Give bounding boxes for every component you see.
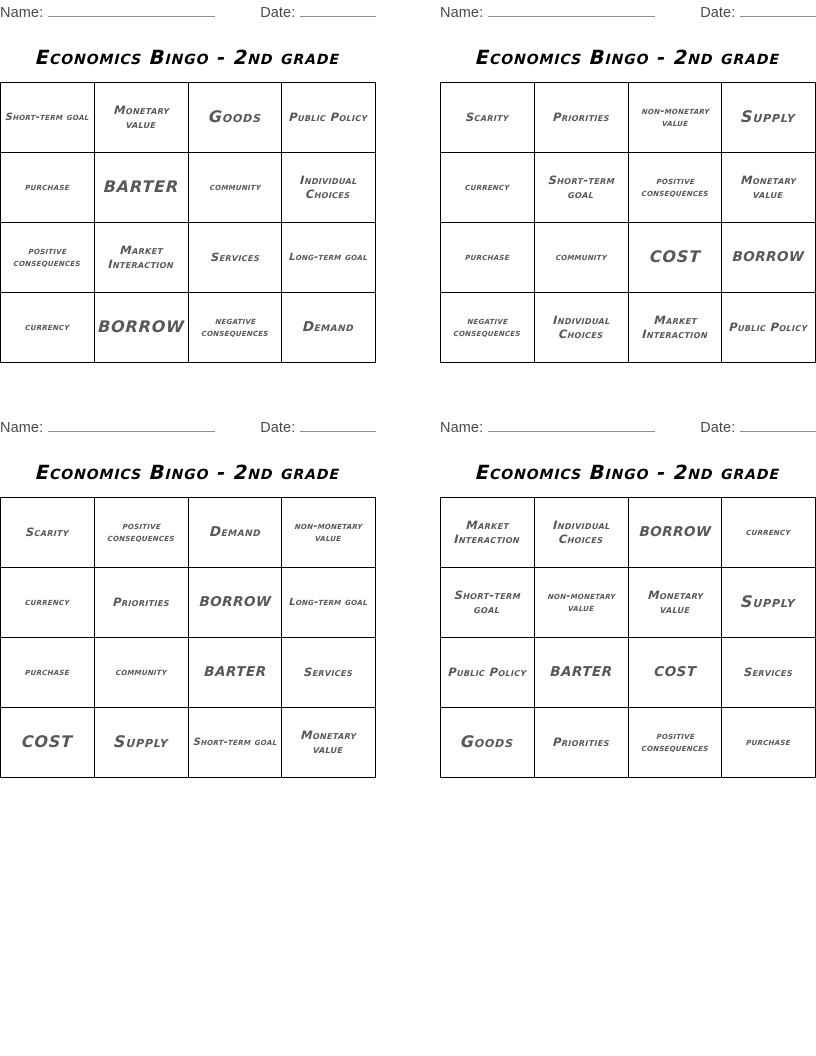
- bingo-cell-label: Market Interaction: [107, 242, 175, 271]
- bingo-cell-label: currency: [24, 596, 70, 608]
- bingo-cell[interactable]: [94, 83, 188, 153]
- bingo-cell[interactable]: [628, 223, 722, 293]
- bingo-cell-label: community: [115, 666, 168, 678]
- bingo-cell-label: non-monetary value: [547, 590, 616, 614]
- bingo-cell-label: Public Policy: [289, 109, 369, 124]
- bingo-cell-label: Public Policy: [447, 664, 528, 679]
- bingo-cell-label: currency: [24, 321, 70, 333]
- bingo-cell[interactable]: [94, 293, 188, 363]
- bingo-cell[interactable]: [628, 153, 722, 223]
- date-input-rule[interactable]: [740, 418, 816, 432]
- bingo-cell[interactable]: [628, 708, 722, 778]
- row-spacer: [0, 363, 816, 415]
- bingo-cell[interactable]: [1, 293, 95, 363]
- bingo-cell-label: Services: [303, 664, 354, 679]
- bingo-cell-label: Scarity: [465, 109, 510, 124]
- bingo-row: [441, 568, 816, 638]
- card-title: Economics Bingo - 2nd grade: [475, 46, 781, 69]
- bingo-cell[interactable]: [94, 708, 188, 778]
- bingo-cell[interactable]: [534, 498, 628, 568]
- name-input-rule[interactable]: [488, 3, 655, 17]
- bingo-grid-2: [440, 82, 816, 363]
- date-label: Date:: [260, 5, 296, 21]
- bingo-row: [441, 83, 816, 153]
- card-row-top: [0, 0, 816, 363]
- bingo-cell-label: Supply: [113, 732, 170, 752]
- bingo-cell-label: BORROW: [97, 317, 185, 337]
- bingo-cell[interactable]: [534, 153, 628, 223]
- bingo-cell-label: non-monetary value: [294, 520, 364, 544]
- bingo-cell[interactable]: [188, 568, 282, 638]
- bingo-cell-label: COST: [648, 247, 701, 267]
- bingo-cell[interactable]: [1, 638, 95, 708]
- bingo-cell-label: purchase: [24, 666, 70, 678]
- bingo-cell[interactable]: [534, 293, 628, 363]
- bingo-cell-label: Short-term goal: [5, 111, 90, 123]
- date-label: Date:: [260, 420, 296, 436]
- card-title: Economics Bingo - 2nd grade: [35, 46, 341, 69]
- bingo-cell[interactable]: [722, 223, 816, 293]
- name-date-line: [0, 415, 376, 437]
- bingo-card-1: [0, 0, 376, 363]
- bingo-cell[interactable]: [188, 223, 282, 293]
- bingo-cell[interactable]: [441, 498, 535, 568]
- bingo-cell-label: Priorities: [112, 594, 170, 609]
- bingo-row: [441, 498, 816, 568]
- bingo-row: [1, 293, 376, 363]
- bingo-row: [441, 293, 816, 363]
- bingo-cell[interactable]: [94, 223, 188, 293]
- bingo-cell-label: currency: [464, 181, 510, 193]
- bingo-cell[interactable]: [1, 83, 95, 153]
- bingo-cell-label: negative consequences: [453, 315, 521, 339]
- bingo-cell-label: Goods: [207, 107, 262, 127]
- bingo-cell-label: Short-term goal: [547, 172, 616, 201]
- date-input-rule[interactable]: [740, 3, 816, 17]
- bingo-cell[interactable]: [282, 498, 376, 568]
- bingo-cell-label: Individual Choices: [552, 312, 611, 341]
- bingo-cell-label: Supply: [740, 592, 797, 612]
- bingo-cell-label: negative consequences: [200, 315, 269, 339]
- bingo-cell[interactable]: [534, 568, 628, 638]
- bingo-card-3: [0, 415, 376, 778]
- bingo-cell-label: purchase: [464, 251, 510, 263]
- bingo-cell-label: community: [208, 181, 261, 193]
- bingo-cell-label: Scarity: [25, 524, 70, 539]
- bingo-cell[interactable]: [534, 708, 628, 778]
- bingo-cell-label: Monetary value: [647, 587, 704, 616]
- bingo-cell[interactable]: [441, 293, 535, 363]
- bingo-cell[interactable]: [534, 83, 628, 153]
- bingo-cell[interactable]: [534, 638, 628, 708]
- bingo-cell-label: BARTER: [103, 177, 180, 197]
- name-date-line: [440, 415, 816, 437]
- bingo-row: [1, 498, 376, 568]
- bingo-cell[interactable]: [441, 153, 535, 223]
- bingo-cell-label: COST: [21, 732, 74, 752]
- bingo-cell-label: purchase: [24, 181, 70, 193]
- bingo-cell-label: Priorities: [552, 734, 610, 749]
- bingo-cell[interactable]: [722, 153, 816, 223]
- bingo-cell-label: Market Interaction: [453, 517, 521, 546]
- bingo-cell-label: positive consequences: [107, 520, 175, 544]
- name-input-rule[interactable]: [48, 3, 215, 17]
- bingo-row: [1, 568, 376, 638]
- bingo-cell[interactable]: [1, 223, 95, 293]
- card-row-bottom: [0, 415, 816, 778]
- bingo-cell[interactable]: [188, 153, 282, 223]
- bingo-cell[interactable]: [441, 83, 535, 153]
- card-title: Economics Bingo - 2nd grade: [475, 461, 781, 484]
- bingo-cell[interactable]: [722, 638, 816, 708]
- bingo-cell-label: BORROW: [198, 593, 272, 610]
- bingo-cell[interactable]: [282, 293, 376, 363]
- bingo-row: [441, 223, 816, 293]
- bingo-grid-4: [440, 497, 816, 778]
- bingo-cell[interactable]: [94, 498, 188, 568]
- bingo-cell-label: COST: [653, 663, 697, 680]
- bingo-cell[interactable]: [722, 498, 816, 568]
- bingo-cell[interactable]: [722, 83, 816, 153]
- name-input-rule[interactable]: [48, 418, 215, 432]
- date-label: Date:: [700, 5, 736, 21]
- name-label: Name:: [440, 420, 484, 436]
- bingo-cell[interactable]: [534, 223, 628, 293]
- bingo-cell[interactable]: [441, 638, 535, 708]
- name-date-line: [440, 0, 816, 22]
- bingo-cell-label: BARTER: [203, 663, 267, 680]
- bingo-cell-label: positive consequences: [13, 245, 81, 269]
- bingo-cell-label: Monetary value: [300, 727, 358, 756]
- bingo-cell[interactable]: [722, 293, 816, 363]
- bingo-cell[interactable]: [188, 498, 282, 568]
- bingo-cell[interactable]: [628, 293, 722, 363]
- bingo-row: [441, 153, 816, 223]
- bingo-cell[interactable]: [94, 638, 188, 708]
- bingo-row: [1, 638, 376, 708]
- bingo-row: [1, 153, 376, 223]
- bingo-cell-label: Long-term goal: [289, 251, 369, 263]
- name-date-line: [0, 0, 376, 22]
- bingo-row: [441, 638, 816, 708]
- date-input-rule[interactable]: [300, 418, 376, 432]
- bingo-cell-label: Demand: [302, 318, 355, 335]
- name-input-rule[interactable]: [488, 418, 655, 432]
- bingo-cell-label: Priorities: [552, 109, 610, 124]
- bingo-grid-1: [0, 82, 376, 363]
- date-input-rule[interactable]: [300, 3, 376, 17]
- bingo-cell-label: BARTER: [549, 663, 613, 680]
- bingo-cell[interactable]: [722, 708, 816, 778]
- bingo-cell-label: currency: [746, 526, 792, 538]
- bingo-cell-label: Monetary value: [740, 172, 798, 201]
- bingo-cell[interactable]: [282, 568, 376, 638]
- date-label: Date:: [700, 420, 736, 436]
- name-label: Name:: [0, 5, 44, 21]
- name-label: Name:: [0, 420, 44, 436]
- bingo-cell-label: Individual Choices: [299, 172, 359, 201]
- bingo-cell[interactable]: [188, 638, 282, 708]
- bingo-cell[interactable]: [282, 83, 376, 153]
- bingo-cell[interactable]: [188, 83, 282, 153]
- bingo-cell[interactable]: [1, 498, 95, 568]
- name-label: Name:: [440, 5, 484, 21]
- bingo-cell[interactable]: [1, 568, 95, 638]
- bingo-cell[interactable]: [1, 708, 95, 778]
- bingo-cell[interactable]: [282, 153, 376, 223]
- card-title: Economics Bingo - 2nd grade: [35, 461, 341, 484]
- bingo-cell-label: Monetary value: [113, 102, 170, 131]
- bingo-cell[interactable]: [282, 708, 376, 778]
- bingo-cell-label: Public Policy: [729, 319, 809, 334]
- bingo-grid-3: [0, 497, 376, 778]
- bingo-cell[interactable]: [94, 153, 188, 223]
- bingo-cell[interactable]: [628, 498, 722, 568]
- bingo-row: [1, 708, 376, 778]
- bingo-row: [441, 708, 816, 778]
- bingo-cell-label: BORROW: [638, 523, 712, 540]
- bingo-cell[interactable]: [441, 223, 535, 293]
- bingo-card-2: [440, 0, 816, 363]
- bingo-cell[interactable]: [628, 638, 722, 708]
- bingo-cell-label: Short-term goal: [192, 736, 278, 748]
- bingo-cell-label: community: [555, 251, 608, 263]
- bingo-cell[interactable]: [188, 293, 282, 363]
- bingo-cell-label: BORROW: [732, 248, 806, 265]
- bingo-cell-label: positive consequences: [640, 175, 709, 199]
- bingo-row: [1, 223, 376, 293]
- bingo-cell-label: Demand: [208, 523, 261, 540]
- bingo-cell[interactable]: [282, 638, 376, 708]
- bingo-cell-label: Individual Choices: [552, 517, 611, 546]
- bingo-cell[interactable]: [1, 153, 95, 223]
- bingo-cell-label: non-monetary value: [640, 105, 710, 129]
- bingo-cell-label: Services: [743, 664, 794, 679]
- bingo-cell[interactable]: [94, 568, 188, 638]
- bingo-cell-label: Goods: [460, 732, 515, 752]
- bingo-cell[interactable]: [188, 708, 282, 778]
- bingo-cell-label: Long-term goal: [289, 596, 369, 608]
- bingo-cell-label: Services: [210, 249, 260, 264]
- bingo-cell-label: Market Interaction: [641, 312, 708, 341]
- bingo-cell[interactable]: [628, 568, 722, 638]
- bingo-card-4: [440, 415, 816, 778]
- bingo-row: [1, 83, 376, 153]
- bingo-cell-label: purchase: [746, 736, 792, 748]
- bingo-cell[interactable]: [722, 568, 816, 638]
- bingo-cell-label: Supply: [740, 107, 797, 127]
- bingo-cell[interactable]: [441, 568, 535, 638]
- bingo-cell[interactable]: [282, 223, 376, 293]
- bingo-cell[interactable]: [628, 83, 722, 153]
- bingo-cell-label: Short-term goal: [454, 587, 522, 616]
- bingo-cell[interactable]: [441, 708, 535, 778]
- bingo-cell-label: positive consequences: [640, 730, 709, 754]
